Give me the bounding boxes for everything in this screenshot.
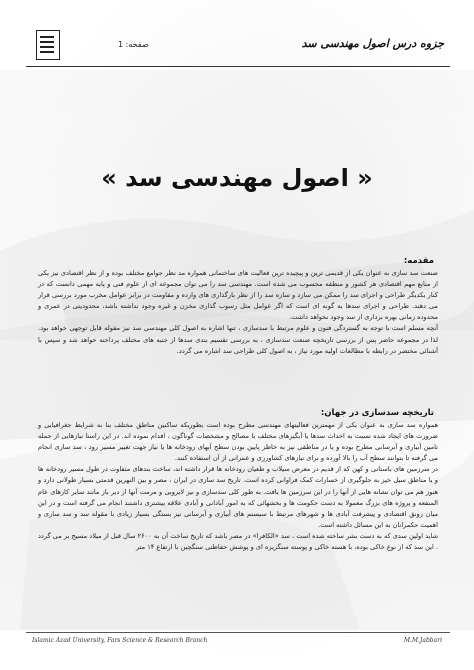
introduction-paragraph: صنعت سد سازی به عنوان یکی از قدیمی ترین و پیچیده ترین فعالیت های ساختمانی همواره مد نظر جوامع مختلف بوده و از نظر اقتصادی نیز یکی از منابع مهم اقتصادی هر کشور و منطقه محسوب می شده است. مهندسی سد را می توان مجموعه ای از علوم فنی و پایه مهمی دانست که در کنار یکدیگر طراحی و اجرای سد را ممکن می سازد و سازه سد را از نظر بارگذاری های وارده و مقاومت در برابر عوامل مخرب مورد بررسی قرار می دهند. طراحی و اجرای سدها به گونه ای است که اگر عوامل مثل رسوب گذاری مخزن و غیره وجود نداشته باشد، محدودیتی در عمری و محدوده زمانی بهره برداری از سد وجود نخواهد داشت. [38, 269, 438, 322]
course-title: جزوه درس اصول مهندسی سد [301, 37, 444, 50]
history-body [38, 420, 438, 553]
history-paragraph: همواره سد سازی به عنوان یکی از مهمترین فعالیتهای مهندسی مطرح بوده است بطوریکه ساکنین مناطق مختلف بنا به شرایط جغرافیایی و ضرورت های ایجاد شده نسبت به احداث سدها یا آبگیرهای مختلف با مصالح و مشخصات گوناگون ، اقدام نموده اند. در این راستا نیازهایی از جمله تامین آبیاری و آبرسانی مطرح بوده و یا در مناطقی نیز به خاطر پایین بودن سطح آبهای رودخانه ها یا نیاز جهت تغییر مسیر رود ، سد سازی انجام می گرفته تا بتوانند سطح آب را بالا آورده و برای نیازهای کشاورزی و عمرانی از آن استفاده کنند. [38, 421, 438, 463]
history-heading: تاریخچه سدسازی در جهان: [320, 408, 434, 418]
history-paragraph: در سرزمین های باستانی و کهن که از قدیم در معرض سیلاب و طغیان رودخانه ها قرار داشته اند، ساخت بندهای متفاوت در طول مسیر رودخانه ها و یا مناطق سیل خیز به جلوگیری از خسارات کمک فراوانی کرده است. تاریخ سد سازی در ایران ، مصر و بین النهرین قدمتی بسیار طولانی دارد و هنوز هم می توان نشانه هایی از آنها را در این سرزمین ها یافت. به طور کلی سدسازی و نیز لایروبی و مرمت آنها از دیر باز مانند سایر کارهای عام المنفعه و پروژه های بزرگ معمولا به دست حکومت ها و بخشهائی که به امور آبادانی و آبادی علاقه بیشتری داشتند انجام می گرفته است و در این میان رونق اقتصادی و پیشرفت آبادی ها و شهرهای مرتبط با سیستم های آبیاری و آبرسانی نیز بستگی بسیار زیادی با مقوله سد و سد سازی و اهمیت حکمرانان به این مسائل داشته است. [38, 465, 438, 529]
footer-author: M.M.Jabbari [403, 637, 442, 644]
page-footer [26, 632, 450, 649]
history-paragraph: شاید اولین سدی که به دست بشر ساخته شده است ، سد «الکافرا» در مصر باشد که تاریخ ساخت آن به ۲۶۰۰ سال قبل از میلاد مسیح بر می گردد . این سد که از نوع خاکی بوده، با هسته خاکی و پوسته سنگریزه ای و پوشش حفاظتی سنگچین با ارتفاع ۱۴ متر [38, 531, 439, 552]
introduction-heading: مقدمه: [403, 256, 434, 266]
page-header [26, 26, 450, 67]
university-logo-icon [36, 30, 60, 60]
document-title: « اصول مهندسی سد » [101, 164, 373, 192]
footer-institution: Islamic Azad University, Fars Science & Research Branch [32, 637, 208, 644]
introduction-paragraph: آنچه مسلم است با توجه به گستردگی فنون و علوم مرتبط با سدسازی ، تنها اشاره به اصول کلی مهندسی سد نیز مقوله قابل توجهی خواهد بود. لذا در مجموعه حاضر پس از بررسی تاریخچه صنعت سدسازی ، به بررسی تقسیم بندی سدها از جنبه های مختلف پرداخته خواهد شد و سپس با آشنائی مختصر در رابطه با مطالعات اولیه مورد نیاز ، به اصول کلی طراحی سد اشاره می گردد. [38, 324, 438, 355]
page-number-label: صفحه: 1 [118, 40, 149, 49]
introduction-body [38, 268, 438, 357]
